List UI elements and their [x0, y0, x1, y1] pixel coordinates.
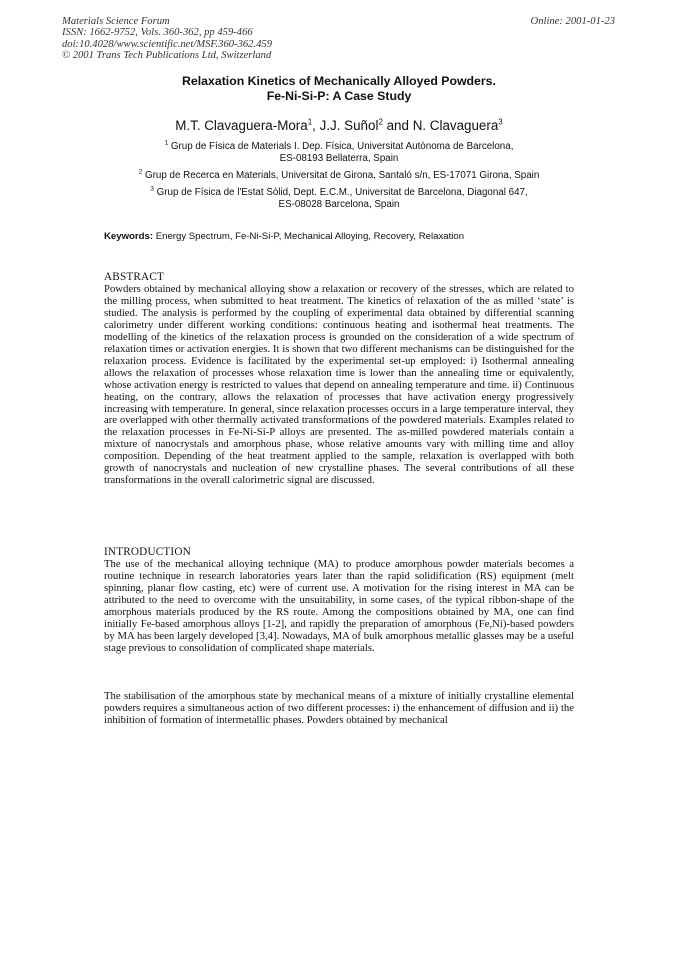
affiliation-2: [60, 170, 618, 182]
affiliation-mark: 1: [164, 139, 169, 147]
affiliation-line: ES-08193 Bellaterra, Spain: [279, 153, 399, 165]
keywords: [104, 231, 598, 243]
abstract-text: Powders obtained by mechanical alloying show a relaxation or recovery of the stresses, which are related to the milling process, when submitted to heat treatment. The kinetics of relaxation of the as milled ‘state’ is studied. The analysis is performed by the coupling of experimental data obtained by differential scanning calorimetry under different working conditions: continuous heating and isothermal heat treatments. The modelling of the kinetics of the relaxation process is grounded on the consideration of a wide spectrum of relaxation times or activation energies. It is shown that two different mechanisms can be distinguished for the relaxation process. Evidence is facilitated by the experimental set-up employed: i) Isothermal annealing allows the relaxation of processes whose relaxation time is lower than the annealing time or equivalently, whose activation energy is restricted to values that depend on annealing temperature and time. ii) Continuous heating, on the contrary, allows the relaxation of processes that have activation energy progressively increasing with temperature. In general, since relaxation processes occurs in a large temperature interval, they are overlapped with other thermally activated transformations of the powdered materials. Examples related to the relaxation processes in Fe-Ni-Si-P alloys are presented. The as-milled powdered materials contain a mixture of nanocrystals and amorphous phase, whose relative amounts vary with milling time and alloy composition. Depending of the heat treatment applied to the sample, relaxation is overlapped with both growth of nanocrystals and nucleation of new crystalline phases. The several contributions of all these transformations in the overall calorimetric signal are discussed.: [104, 283, 574, 487]
journal-header: [62, 16, 272, 61]
doi-line: doi:10.4028/www.scientific.net/MSF.360-362.459: [62, 38, 272, 50]
affiliation-line: Grup de Recerca en Materials, Universitat de Girona, Santaló s/n, ES-17071 Girona, Spain: [145, 170, 540, 181]
affiliation-1: [95, 141, 583, 166]
author-name: N. Clavaguera: [412, 118, 499, 133]
author-affiliation-mark: 2: [378, 117, 383, 127]
keywords-text: Energy Spectrum, Fe-Ni-Si-P, Mechanical Alloying, Recovery, Relaxation: [155, 231, 465, 242]
issn-line: ISSN: 1662-9752, Vols. 360-362, pp 459-466: [62, 27, 253, 39]
introduction-paragraph-1: The use of the mechanical alloying technique (MA) to produce amorphous powder materials becomes a routine technique in research laboratories years later than the rapid solidification (RS) equipment (melt spinning, planar flow casting, etc) were of current use. A motivation for the rising interest in MA can be attributed to the need to overcome with the unsuitability, in some cases, of the typical ribbon-shape of the amorphous materials produced by the RS route. Among the compositions obtained by MA, one can find initially Fe-based amorphous alloys [1-2], and rapidly the preparation of amorphous (Fe,Ni)-based powders by MA has been largely developed [3,4]. Nowadays, MA of bulk amorphous metallic glasses may be a useful stage previous to consolidation of complicated shape materials.: [104, 558, 574, 654]
author-separator: ,: [312, 118, 320, 133]
author-affiliation-mark: 3: [498, 117, 503, 127]
affiliation-mark: 3: [150, 185, 154, 193]
author-name: J.J. Suñol: [319, 118, 379, 133]
introduction-paragraph-2: The stabilisation of the amorphous state by mechanical means of a mixture of initially crystalline elemental powders requires a simultaneous action of two different processes: i) the enhancement of diffusion and ii) the inhibition of formation of intermetallic phases. Powders obtained by mechanical: [104, 690, 574, 726]
author-separator: and: [382, 118, 413, 133]
online-date: Online: 2001-01-23: [530, 16, 615, 27]
author-name: M.T. Clavaguera-Mora: [175, 118, 308, 133]
title-line-2: Fe-Ni-Si-P: A Case Study: [266, 89, 412, 103]
journal-name: Materials Science Forum: [62, 16, 170, 27]
affiliation-line: Grup de Física de l'Estat Sòlid, Dept. E.C.M., Universitat de Barcelona, Diagonal 647,: [156, 187, 528, 198]
keywords-label: Keywords:: [104, 231, 154, 242]
abstract-heading: ABSTRACT: [104, 271, 165, 283]
author-list: [80, 118, 598, 134]
title-line-1: Relaxation Kinetics of Mechanically Alloyed Powders.: [182, 74, 496, 88]
affiliation-line: ES-08028 Barcelona, Spain: [278, 199, 400, 211]
author-affiliation-mark: 1: [307, 117, 313, 127]
paper-title: [100, 74, 578, 104]
affiliation-mark: 2: [138, 168, 143, 176]
introduction-heading: INTRODUCTION: [104, 546, 191, 558]
affiliation-line: Grup de Física de Materials I. Dep. Física, Universitat Autònoma de Barcelona,: [170, 141, 514, 152]
affiliation-3: [95, 187, 583, 212]
copyright-line: © 2001 Trans Tech Publications Ltd, Switzerland: [62, 49, 272, 61]
